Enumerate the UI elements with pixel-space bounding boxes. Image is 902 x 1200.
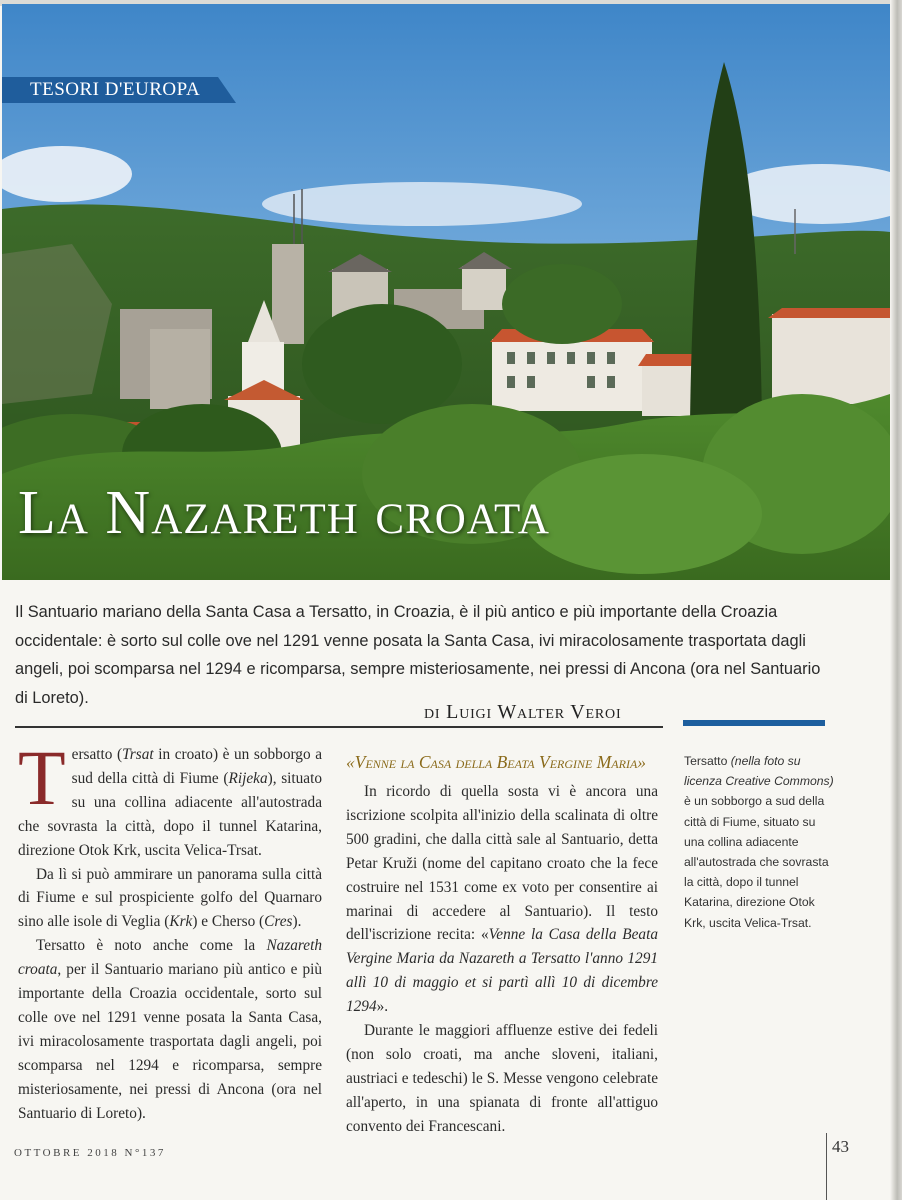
inscription-quote: Venne la Casa della Beata Vergine Maria da Nazareth a Tersatto l'anno 1291 allì 10 di maggio et si partì allì 10 di dicembre 1294 [346, 926, 658, 1016]
text-run: è un sobborgo a sud della città di Fiume, situato su una collina adiacente all'autostrada che sovrasta la città, dopo il tunnel Katarina, direzione Otok Krk, uscita Velica-Trsat. [684, 794, 829, 930]
paragraph: Durante le maggiori affluenze estive dei fedeli (non solo croati, ma anche sloveni, italiani, austriaci e tedeschi) le S. Messe vengono celebrate all'aperto, in una spianata di fronte all'attiguo convento dei Francescani. [346, 1022, 658, 1135]
paragraph [346, 780, 658, 1019]
text-run: ), situato su una collina adiacente all'autostrada che sovrasta la città, dopo il tunnel Katarina, direzione Otok Krk, uscita Velica-Trsat. [18, 769, 322, 859]
page-number-rule [826, 1133, 827, 1200]
body-column-2 [346, 752, 658, 1139]
drop-cap: T [18, 734, 66, 821]
section-tag [2, 77, 236, 103]
text-run: in croato) è un sobborgo a sud della città di Fiume ( [71, 746, 322, 787]
paragraph [18, 734, 322, 863]
paragraph [18, 934, 322, 1125]
section-subhead: «Venne la Casa della Beata Vergine Maria» [346, 752, 647, 772]
text-run-italic: Nazareth croata [18, 937, 322, 979]
text-run: ». [376, 998, 389, 1016]
article-lead: Il Santuario mariano della Santa Casa a Tersatto, in Croazia, è il più antico e più importante della Croazia occidentale: è sorto sul colle ove nel 1291 venne posata la Santa Casa, ivi miracolosamente trasportata dagli angeli, poi scomparsa nel 1294 e ricomparsa, sempre misteriosamente, nei pressi di Ancona (ora nel Santuario di Loreto). [15, 603, 821, 707]
page-right-edge [890, 0, 902, 1200]
page-number: 43 [832, 1137, 849, 1156]
text-run-italic: Cres [264, 913, 293, 931]
text-run-italic: Rijeka [228, 769, 268, 787]
author-byline: di Luigi Walter Veroi [424, 701, 622, 723]
text-run: , per il Santuario mariano più antico e più importante della Croazia occidentale, sorto sul colle ove nel 1291 venne posata la Santa Casa, ivi miracolosamente trasportata dagli angeli, poi scomparsa nel 1294 e ricomparsa, sempre misteriosamente, nei pressi di Ancona (ora nel Santuario di Loreto). [18, 961, 322, 1122]
section-tag-label: TESORI D'EUROPA [30, 79, 201, 100]
caption-accent-bar [683, 720, 825, 726]
text-run: In ricordo di quella sosta vi è ancora una iscrizione scolpita all'inizio della scalinata di oltre 500 gradini, che dalla città sale al Santuario, detta Petar Kruži (nome del capitano croato che la fece costruire nel 1531 come ex voto per consentire ai marinai di accedere al Santuario). Il testo dell'iscrizione recita: « [346, 783, 658, 944]
paragraph [18, 863, 322, 935]
text-run: Tersatto è noto anche come la [36, 937, 267, 955]
photo-caption [684, 751, 834, 933]
divider-rule [15, 726, 663, 728]
text-run-italic: Trsat [122, 746, 154, 763]
article-headline: La Nazareth croata [18, 479, 550, 547]
text-run-italic: (nella foto su licenza Creative Commons) [684, 754, 834, 789]
issue-footer: OTTOBRE 2018 N°137 [14, 1147, 166, 1159]
text-run: ). [292, 913, 302, 931]
text-run: Da lì si può ammirare un panorama sulla città di Fiume e sul prospiciente golfo del Quarnaro sino alle isole di Veglia ( [18, 865, 322, 931]
text-run-italic: Krk [169, 913, 193, 931]
text-run: ersatto ( [71, 746, 123, 763]
text-run: Tersatto [684, 754, 731, 768]
text-run: ) e Cherso ( [192, 913, 265, 931]
body-column-1 [18, 734, 322, 1126]
